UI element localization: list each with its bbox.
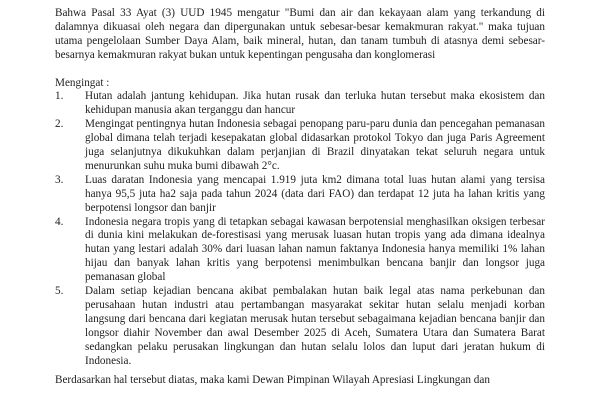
list-item-text: Mengingat pentingnya hutan Indonesia sebagai penopang paru-paru dunia dan pencegahan pemanasan global dimana telah terjadi kesepakatan global didasarkan protokol Tokyo dan juga Paris Agreement juga selanjutnya dikukuhkan dalam perjanjian di Brazil dinyatakan tekat seluruh negara untuk menurunkan suhu muka bumi dibawah 2°c. [85, 118, 545, 172]
list-heading: Mengingat : [55, 76, 110, 89]
list-item-number: 1. [55, 90, 64, 103]
list-item-text: Indonesia negara tropis yang di tetapkan sebagai kawasan berpotensial menghasilkan oksigen terbesar di dunia kini melakukan de-forestisasi yang merusak luasan hutan tropis yang ada dimana idealnya hutan yang lestari adalah 30% dari luasan lahan namun faktanya Indonesia hanya memiliki 1% lahan hijau dan banyak lahan kritis yang berpotensi menimbulkan bencana banjir dan longsor juga pemanasan global [85, 215, 545, 284]
list-item-text: Dalam setiap kejadian bencana akibat pembalakan hutan baik legal atas nama perkebunan dan perusahaan hutan industri atau pertambangan masyarakat sekitar hutan selalu menjadi korban langsung dari bencana dari kegiatan merusak hutan tersebut sebagaimana kejadian bencana banjir dan longsor diahir November dan awal Desember 2025 di Aceh, Sumatera Utara dan Sumatera Barat sedangkan pelaku perusakan lingkungan dan hutan selalu lolos dan luput dari jeratan hukum di Indonesia. [85, 285, 545, 367]
list-item [55, 216, 545, 286]
list-item [55, 118, 545, 174]
list-item-number: 4. [55, 215, 64, 228]
list-item [55, 285, 545, 368]
closing-paragraph: Berdasarkan hal tersebut diatas, maka kami Dewan Pimpinan Wilayah Apresiasi Lingkungan dan [55, 373, 490, 386]
list-item [55, 174, 545, 216]
list-item-text: Hutan adalah jantung kehidupan. Jika hutan rusak dan terluka hutan tersebut maka ekosistem dan kehidupan manusia akan terganggu dan hancur [85, 90, 545, 117]
list-item-text: Luas daratan Indonesia yang mencapai 1.919 juta km2 dimana total luas hutan alami yang tersisa hanya 95,5 juta ha2 saja pada tahun 2024 (data dari FAO) dan terdapat 12 juta ha lahan kritis yang berpotensi longsor dan banjir [85, 173, 545, 214]
list-item [55, 90, 545, 118]
opening-paragraph: Bahwa Pasal 33 Ayat (3) UUD 1945 mengatur "Bumi dan air dan kekayaan alam yang terkandung di dalamnya dikuasai oleh negara dan dipergunakan untuk sebesar-besar kemakmuran rakyat." maka tujuan utama pengelolaan Sumber Daya Alam, baik mineral, hutan, dan tanam tumbuh di atasnya demi sebesar-besarnya kemakmuran rakyat bukan untuk kepentingan pengusaha dan konglomerasi [55, 7, 545, 61]
list-item-number: 3. [55, 173, 64, 186]
considerations-list [55, 90, 545, 368]
list-item-number: 2. [55, 118, 64, 131]
list-item-number: 5. [55, 285, 64, 298]
